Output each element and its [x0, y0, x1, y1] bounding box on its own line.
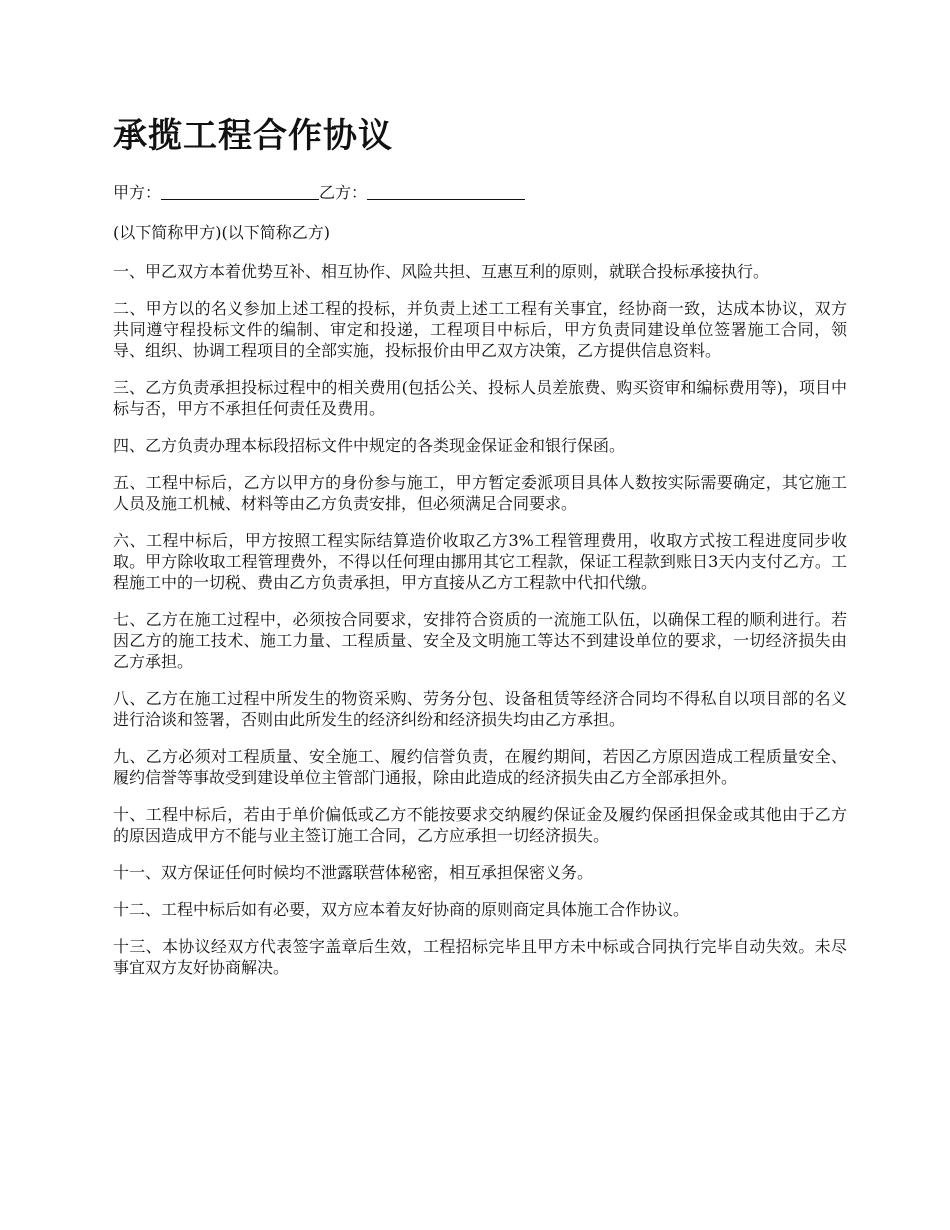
parties-line — [113, 182, 847, 204]
clause-7: 七、乙方在施工过程中，必须按合同要求，安排符合资质的一流施工队伍，以确保工程的顺利进行。若因乙方的施工技术、施工力量、工程质量、安全及文明施工等达不到建设单位的要求，一切经济损失由乙方承担。 — [113, 610, 847, 671]
clause-11: 十一、双方保证任何时候均不泄露联营体秘密，相互承担保密义务。 — [113, 863, 594, 882]
clause-3: 三、乙方负责承担投标过程中的相关费用(包括公关、投标人员差旅费、购买资审和编标费用等)，项目中标与否，甲方不承担任何责任及费用。 — [113, 378, 847, 418]
clause-13: 十三、本协议经双方代表签字盖章后生效，工程招标完毕且甲方未中标或合同执行完毕自动失效。未尽事宜双方友好协商解决。 — [113, 937, 847, 977]
party-a-blank — [161, 183, 319, 200]
clause-1: 一、甲乙双方本着优势互补、相互协作、风险共担、互惠互利的原则，就联合投标承接执行。 — [113, 262, 770, 281]
party-a-label: 甲方： — [113, 183, 162, 202]
clause-5: 五、工程中标后，乙方以甲方的身份参与施工，甲方暂定委派项目具体人数按实际需要确定，其它施工人员及施工机械、材料等由乙方负责安排，但必须满足合同要求。 — [113, 473, 847, 513]
clause-4: 四、乙方负责办理本标段招标文件中规定的各类现金保证金和银行保函。 — [113, 436, 626, 455]
abbreviation-note: (以下简称甲方)(以下简称乙方) — [113, 223, 330, 242]
clause-10: 十、工程中标后，若由于单价偏低或乙方不能按要求交纳履约保证金及履约保函担保金或其他由于乙方的原因造成甲方不能与业主签订施工合同，乙方应承担一切经济损失。 — [113, 805, 847, 845]
clause-12: 十二、工程中标后如有必要，双方应本着友好协商的原则商定具体施工合作协议。 — [113, 900, 690, 919]
party-b-label: 乙方： — [319, 183, 368, 202]
document-title: 承揽工程合作协议 — [113, 116, 393, 156]
clause-2: 二、甲方以的名义参加上述工程的投标，并负责上述工工程有关事宜，经协商一致，达成本协议，双方共同遵守程投标文件的编制、审定和投递，工程项目中标后，甲方负责同建设单位签署施工合同，领导、组织、协调工程项目的全部实施，投标报价由甲乙双方决策，乙方提供信息资料。 — [113, 299, 847, 360]
clause-8: 八、乙方在施工过程中所发生的物资采购、劳务分包、设备租赁等经济合同均不得私自以项目部的名义进行洽谈和签署，否则由此所发生的经济纠纷和经济损失均由乙方承担。 — [113, 689, 847, 729]
clause-6: 六、工程中标后，甲方按照工程实际结算造价收取乙方3%工程管理费用，收取方式按工程进度同步收取。甲方除收取工程管理费外，不得以任何理由挪用其它工程款，保证工程款到账日3天内支付乙方。工程施工中的一切税、费由乙方负责承担，甲方直接从乙方工程款中代扣代缴。 — [113, 531, 847, 592]
clause-9: 九、乙方必须对工程质量、安全施工、履约信誉负责，在履约期间，若因乙方原因造成工程质量安全、履约信誉等事故受到建设单位主管部门通报，除由此造成的经济损失由乙方全部承担外。 — [113, 747, 847, 787]
party-b-blank — [367, 183, 525, 200]
document-page — [113, 112, 847, 994]
